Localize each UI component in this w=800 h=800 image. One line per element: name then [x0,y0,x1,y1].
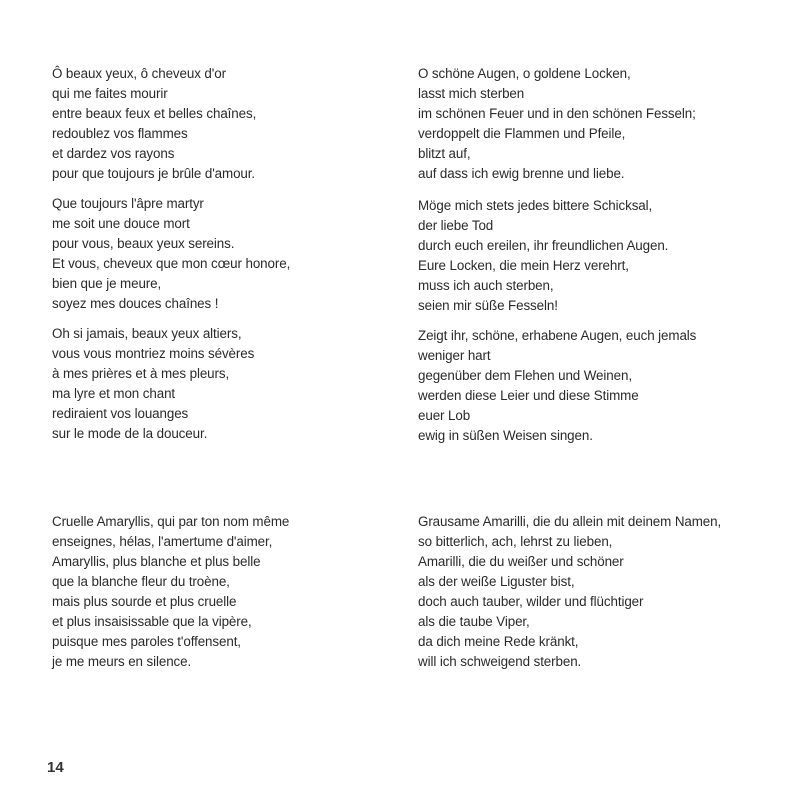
poem-line: bien que je meure, [52,276,162,291]
poem-line: Que toujours l'âpre martyr [52,196,204,211]
poem-line: euer Lob [418,408,471,423]
poem-line: enseignes, hélas, l'amertume d'aimer, [52,534,273,549]
french-stanza-2 [52,194,392,314]
poem-line: rediraient vos louanges [52,406,189,421]
poem-line: auf dass ich ewig brenne und liebe. [418,166,625,181]
poem-line: so bitterlich, ach, lehrst zu lieben, [418,534,613,549]
poem-line: lasst mich sterben [418,86,525,101]
poem-line: Cruelle Amaryllis, qui par ton nom même [52,514,290,529]
page-number: 14 [47,759,64,776]
poem-line: et plus insaisissable que la vipère, [52,614,252,629]
poem-line: ewig in süßen Weisen singen. [418,428,593,443]
french-stanza-4 [52,512,392,672]
poem-line: Oh si jamais, beaux yeux altiers, [52,326,242,341]
poem-line: Et vous, cheveux que mon cœur honore, [52,256,291,271]
poem-line: der liebe Tod [418,218,494,233]
poem-line: verdoppelt die Flammen und Pfeile, [418,126,626,141]
poem-line: Eure Locken, die mein Herz verehrt, [418,258,629,273]
poem-line: da dich meine Rede kränkt, [418,634,579,649]
poem-line: puisque mes paroles t'offensent, [52,634,241,649]
poem-line: blitzt auf, [418,146,471,161]
poem-line: je me meurs en silence. [52,654,192,669]
poem-line: à mes prières et à mes pleurs, [52,366,230,381]
poem-line: Möge mich stets jedes bittere Schicksal, [418,198,653,213]
poem-line: muss ich auch sterben, [418,278,554,293]
poem-line: ma lyre et mon chant [52,386,176,401]
poem-line: me soit une douce mort [52,216,190,231]
german-stanza-4 [418,512,758,672]
poem-line: seien mir süße Fesseln! [418,298,558,313]
german-stanza-3 [418,326,758,446]
french-stanza-1 [52,64,392,184]
poem-line: werden diese Leier und diese Stimme [418,388,639,403]
poem-line: Amarilli, die du weißer und schöner [418,554,624,569]
poem-line: will ich schweigend sterben. [418,654,582,669]
poem-line: im schönen Feuer und in den schönen Fesseln; [418,106,696,121]
poem-line: pour que toujours je brûle d'amour. [52,166,256,181]
german-stanza-2 [418,196,758,316]
german-stanza-1 [418,64,758,184]
poem-line: O schöne Augen, o goldene Locken, [418,66,631,81]
poem-line: als die taube Viper, [418,614,530,629]
poem-line: vous vous montriez moins sévères [52,346,255,361]
poem-line: weniger hart [418,348,491,363]
french-stanza-3 [52,324,392,444]
poem-line: pour vous, beaux yeux sereins. [52,236,235,251]
poem-line: gegenüber dem Flehen und Weinen, [418,368,632,383]
poem-line: mais plus sourde et plus cruelle [52,594,237,609]
poem-line: redoublez vos flammes [52,126,188,141]
poem-line: Grausame Amarilli, die du allein mit deinem Namen, [418,514,722,529]
poem-line: doch auch tauber, wilder und flüchtiger [418,594,644,609]
poem-line: Ô beaux yeux, ô cheveux d'or [52,66,226,81]
poem-line: Amaryllis, plus blanche et plus belle [52,554,261,569]
poem-line: qui me faites mourir [52,86,168,101]
poem-line: als der weiße Liguster bist, [418,574,575,589]
poem-line: soyez mes douces chaînes ! [52,296,219,311]
poem-line: sur le mode de la douceur. [52,426,208,441]
poem-line: durch euch ereilen, ihr freundlichen Augen. [418,238,669,253]
poem-line: et dardez vos rayons [52,146,175,161]
poem-line: que la blanche fleur du troène, [52,574,230,589]
poem-line: Zeigt ihr, schöne, erhabene Augen, euch jemals [418,328,697,343]
poem-line: entre beaux feux et belles chaînes, [52,106,257,121]
